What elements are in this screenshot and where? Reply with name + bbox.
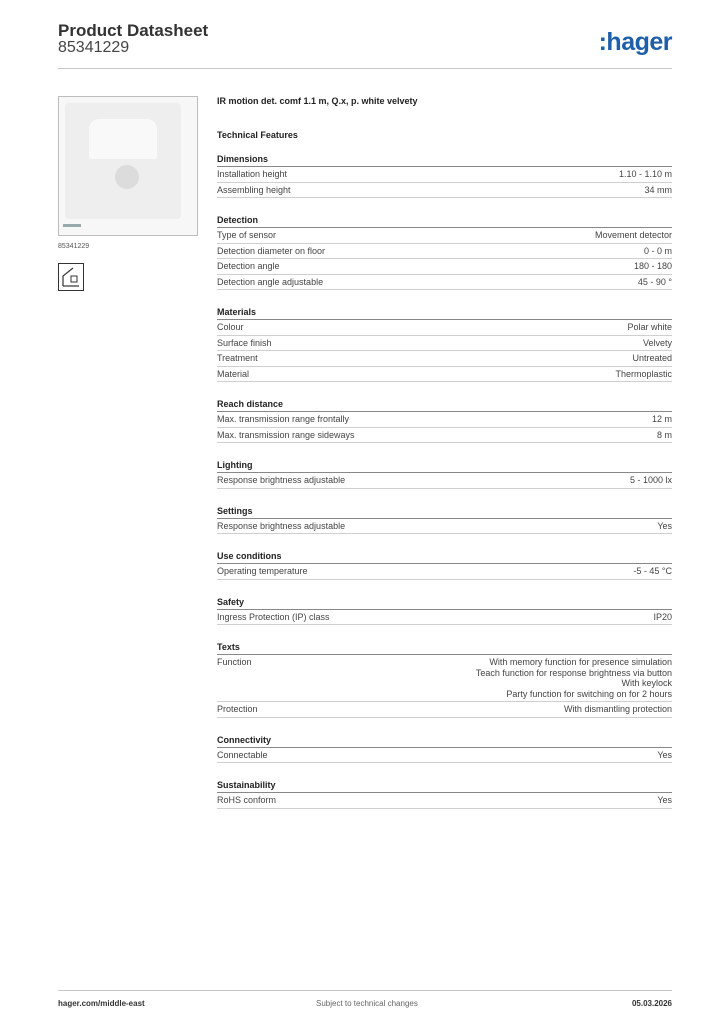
product-image (58, 96, 198, 236)
spec-value (564, 704, 672, 715)
spec-row (217, 167, 672, 183)
spec-row (217, 793, 672, 809)
spec-label: Protection (217, 704, 258, 714)
spec-row (217, 183, 672, 199)
spec-row (217, 228, 672, 244)
product-number: 85341229 (58, 39, 130, 56)
spec-value-line: 0 - 0 m (643, 245, 672, 256)
spec-value (653, 612, 672, 623)
spec-value (657, 750, 672, 761)
spec-value-line: 180 - 180 (633, 261, 672, 271)
spec-value-line: Polar white (627, 322, 672, 332)
spec-label: Detection angle adjustable (217, 276, 324, 287)
spec-value-line: IP20 (653, 611, 672, 622)
spec-row (217, 275, 672, 291)
spec-section (217, 215, 672, 290)
sensor-lens-housing (89, 119, 157, 159)
spec-label: Max. transmission range frontally (217, 414, 350, 424)
spec-row (217, 655, 672, 702)
spec-value-line: Yes (657, 749, 672, 760)
spec-value-line: With keylock (621, 678, 672, 688)
spec-label: Operating temperature (217, 566, 308, 576)
spec-value-line: 12 m (651, 414, 672, 424)
section-title: Materials (217, 307, 672, 320)
spec-section (217, 597, 672, 626)
spec-row (217, 336, 672, 352)
spec-value-line: 34 mm (644, 184, 672, 195)
spec-label: Surface finish (217, 337, 272, 348)
spec-section (217, 154, 672, 198)
spec-label: Detection angle (217, 261, 280, 271)
spec-row (217, 259, 672, 275)
technical-features-heading: Technical Features (217, 130, 298, 140)
spec-row (217, 748, 672, 764)
spec-label: Response brightness adjustable (217, 520, 346, 531)
spec-section (217, 460, 672, 489)
spec-label: Response brightness adjustable (217, 475, 346, 485)
footer-divider (58, 990, 672, 991)
spec-label: Type of sensor (217, 230, 277, 240)
spec-value-line: With memory function for presence simulation (489, 657, 672, 667)
spec-value (657, 430, 672, 441)
spec-value-line: 45 - 90 ° (637, 276, 672, 287)
page-title: Product Datasheet (58, 21, 209, 40)
spec-section (217, 551, 672, 580)
scale-icon (63, 224, 81, 227)
spec-value (627, 322, 672, 333)
spec-row (217, 519, 672, 535)
spec-value-line: 1.10 - 1.10 m (618, 169, 672, 179)
sensor-plate (65, 103, 181, 219)
spec-value (619, 169, 672, 180)
spec-value-line: Teach function for response brightness via button (475, 667, 672, 678)
footer-website: hager.com/middle-east (58, 999, 145, 1008)
feature-sections (217, 154, 672, 809)
spec-value (657, 521, 672, 532)
spec-row (217, 702, 672, 718)
spec-row (217, 412, 672, 428)
mounting-symbol-icon (58, 263, 84, 291)
footer-notice: Subject to technical changes (316, 999, 418, 1008)
spec-row (217, 610, 672, 626)
spec-row (217, 367, 672, 383)
spec-value (644, 246, 672, 257)
spec-value-line: Movement detector (594, 230, 672, 240)
spec-label: Function (217, 657, 252, 667)
spec-value (634, 261, 672, 272)
spec-section (217, 307, 672, 382)
spec-label: Assembling height (217, 184, 291, 195)
spec-value-line: With dismantling protection (563, 704, 672, 714)
spec-value (652, 414, 672, 425)
spec-value (595, 230, 672, 241)
spec-value-line: -5 - 45 °C (633, 566, 672, 576)
spec-section (217, 506, 672, 535)
spec-value (632, 353, 672, 364)
spec-row (217, 351, 672, 367)
spec-value (615, 369, 672, 380)
spec-value (630, 475, 672, 486)
spec-section (217, 399, 672, 443)
spec-value (633, 566, 672, 577)
section-title: Lighting (217, 460, 672, 473)
datasheet-content (217, 96, 672, 809)
spec-row (217, 244, 672, 260)
spec-section (217, 642, 672, 718)
spec-label: Colour (217, 322, 244, 332)
product-description: IR motion det. comf 1.1 m, Q.x, p. white velvety (217, 96, 418, 106)
spec-value (643, 338, 672, 349)
spec-label: Installation height (217, 169, 288, 179)
spec-value-line: Velvety (642, 337, 672, 348)
spec-row (217, 473, 672, 489)
section-title: Use conditions (217, 551, 672, 564)
section-title: Dimensions (217, 154, 672, 167)
hager-logo: :hager (598, 28, 672, 56)
spec-row (217, 564, 672, 580)
spec-value-line: Thermoplastic (615, 368, 672, 379)
spec-label: Connectable (217, 749, 268, 760)
sensor-button (115, 165, 139, 189)
spec-section (217, 780, 672, 809)
header-divider (58, 68, 672, 69)
spec-label: Treatment (217, 353, 258, 363)
spec-row (217, 320, 672, 336)
spec-value-line: 5 - 1000 lx (629, 475, 672, 485)
spec-value (644, 185, 672, 196)
spec-label: Material (217, 368, 250, 379)
spec-value-line: Untreated (632, 353, 672, 363)
section-title: Sustainability (217, 780, 672, 793)
spec-value-line: 8 m (656, 429, 672, 440)
spec-label: Max. transmission range sideways (217, 429, 355, 440)
section-title: Safety (217, 597, 672, 610)
spec-value-line: Yes (657, 520, 672, 531)
section-title: Connectivity (217, 735, 672, 748)
image-product-code: 85341229 (58, 243, 90, 250)
spec-section (217, 735, 672, 764)
section-title: Texts (217, 642, 672, 655)
section-title: Detection (217, 215, 672, 228)
spec-label: Ingress Protection (IP) class (217, 611, 330, 622)
spec-label: Detection diameter on floor (217, 245, 326, 256)
spec-value-line: Yes (657, 795, 672, 805)
spec-value (476, 657, 672, 699)
spec-label: RoHS conform (217, 795, 277, 805)
section-title: Settings (217, 506, 672, 519)
spec-value (638, 277, 672, 288)
spec-value (657, 795, 672, 806)
spec-row (217, 428, 672, 444)
section-title: Reach distance (217, 399, 672, 412)
footer-date: 05.03.2026 (631, 999, 672, 1008)
spec-value-line: Party function for switching on for 2 hours (506, 688, 672, 699)
